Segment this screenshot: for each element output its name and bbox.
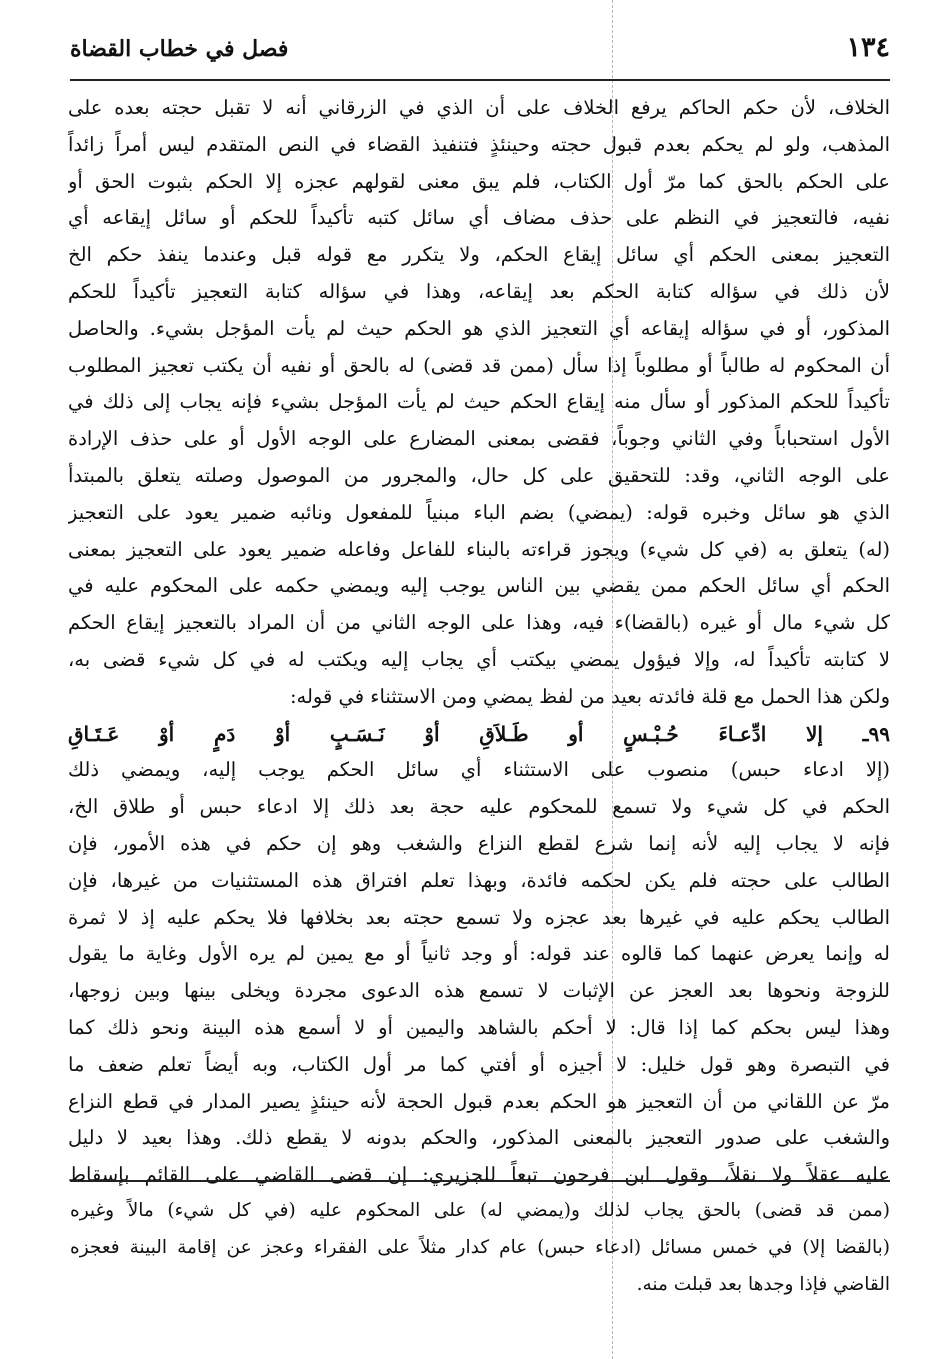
commentary-line: في التبصرة وهو قول خليل: لا أجيزه أو أفتي كما مر أول الكتاب، وبه أيضاً تعلم ضعف ما — [68, 1052, 890, 1076]
commentary-line: والشغب على صدور التعجيز بالمعنى المذكور، والحكم بدونه لا يقطع ذلك. وهذا بعيد لا دليل — [68, 1126, 890, 1150]
body-line: كل شيء مال أو غيره (بالقضا)ء فيه، وهذا على الوجه الثاني من أن المراد بالتعجيز إيقاع الحكم — [68, 611, 890, 635]
commentary-line: مرّ عن اللقاني من أن التعجيز هو الحكم بعدم قبول الحجة لأنه حينئذٍ يصير المدار في قطع النزاع — [68, 1089, 890, 1113]
footnote-line: (ممن قد قضى) بالحق يجاب لذلك و(يمضي له) على المحكوم عليه (في كل شيء) مالاً وغيره — [70, 1200, 890, 1221]
body-line: تأكيداً للحكم المذكور أو سأل منه إيقاع الحكم حيث لم يأت المؤجل بشيء فإنه يجاب إلى ذلك في — [68, 390, 890, 414]
verse-hemistich-1: إلا ادِّعـاءَ حُـبْـسٍ أو طَـلاَقِ — [479, 721, 823, 746]
commentary-line: وهذا ليس بحكم كما إذا قال: لا أحكم بالشاهد واليمين أو لا أسمع هذه البينة ونحو ذلك كما — [68, 1015, 890, 1039]
body-line: الخلاف، لأن حكم الحاكم يرفع الخلاف على أن الذي في الزرقاني أنه لا تقبل حجته بعده على — [68, 96, 890, 119]
body-line: (له) يتعلق به (في كل شيء) ويجوز قراءته بالبناء للفاعل وفاعله ضمير يعود على التعجيز بمعنى — [68, 537, 890, 561]
page-number: ١٣٤ — [846, 32, 890, 63]
body-line: المذهب، ولو لم يحكم بعدم قبول حجته وحينئذٍ فتنفيذ القضاء في النص المتقدم ليس أمراً زائداً — [68, 132, 890, 156]
commentary-line: للزوجة ونحوها بعد العجز عن الإثبات لا تسمع هذه الدعوى مجردة ويخلى بينها وبين زوجها، — [68, 979, 890, 1003]
footnote-line: القاضي فإذا وجدها بعد قبلت منه. — [636, 1274, 890, 1295]
running-title: فصل في خطاب القضاة — [70, 36, 289, 62]
header-rule — [70, 79, 890, 81]
body-line: لا كتابته تأكيداً له، وإلا فيؤول يمضي بيكتب أي يجاب إليه ويكتب له في كل شيء قضى به، — [68, 647, 890, 671]
body-line: نفيه، فالتعجيز في النظم على حذف مضاف أي سائل كتبه تأكيداً للحكم أو سائل إيقاعه أي — [68, 206, 890, 230]
body-line: التعجيز بمعنى الحكم أي سائل إيقاع الحكم، ولا يتكرر مع قوله قبل وعندما ينفذ حكم الخ — [68, 243, 890, 267]
body-line: على الوجه الثاني، وقد: للتحقيق على كل حال، والمجرور من الموصول وصلته يتعلق بالمبتدأ — [68, 463, 890, 487]
footnote-rule — [70, 1180, 890, 1182]
body-line: الأول استحباباً وفي الثاني وجوباً، فقضى بمعنى المضارع على الوجه الأول أو على حذف الإرادة — [68, 427, 890, 451]
commentary-line: الحكم في كل شيء ولا تسمع للمحكوم عليه حجة بعد ذلك إلا ادعاء حبس أو طلاق الخ، — [68, 795, 890, 819]
commentary-line: الطالب يحكم عليه في غيرها بعد عجزه ولا تسمع حجته بعد بخلافها فلا يحكم عليه إذ لا ثمرة — [68, 905, 890, 929]
body-line: المذكور، أو في سؤاله إيقاعه أي التعجيز الذي هو الحكم حيث لم يأت المؤجل بشيء. والحاصل — [68, 316, 890, 340]
body-line: على الحكم بالحق كما مرّ أول الكتاب، فلم يبق معنى لقولهم عجزه إلا الحكم بثبوت الحق أو — [68, 169, 890, 193]
body-line: الحكم أي سائل الحكم ممن يقضي بين الناس يوجب إليه ويمضي حكمه على المحكوم عليه في — [68, 574, 890, 598]
verse-line — [68, 716, 890, 753]
footnote-line: (بالقضا إلا) في خمس مسائل (ادعاء حبس) عام كدار مثلاً على الفقراء وعجز عن إقامة البينة فعجزه — [70, 1237, 890, 1258]
commentary-line: عليه عقلاً ولا نقلاً، وقول ابن فرحون تبعاً للجزيري: إن قضى القاضي على القائم بإسقاط — [68, 1163, 890, 1187]
commentary-line: الطالب على حجته فلم يكن لحكمه فائدة، وبهذا تعلم افتراق هذه المستثنيات من غيرها، فإن — [68, 868, 890, 892]
verse-number: ٩٩ — [868, 721, 890, 746]
commentary-line: (إلا ادعاء حبس) منصوب على الاستثناء أي سائل الحكم يوجب إليه، ويمضي ذلك — [68, 758, 890, 782]
body-line: الذي هو سائل وخبره قوله: (يمضي) بضم الباء مبنياً للمفعول ونائبه ضمير يعود على التعجيز — [68, 500, 890, 524]
commentary-line: له وإنما يعرض عنهما كما قالوه عند قوله: أو وجد ثانياً أو مع يمين لم يره الأول وغاية ما يقول — [68, 942, 890, 966]
footnotes — [70, 1192, 890, 1303]
verse-hemistich-2: أوْ نَـسَـبٍ أوْ دَمٍ أوْ عَـتَـاقِ — [68, 721, 440, 746]
body-line: لأن ذلك في سؤاله كتابة الحكم بعد إيقاعه، وهذا في سؤاله كتابة التعجيز تأكيداً للحكم — [68, 279, 890, 303]
page-header — [70, 30, 890, 70]
body-line: أن المحكوم له طالباً أو مطلوباً إذا سأل (ممن قد قضى) له بالحق أو نفيه أن يكتب تعجيز المطلوب — [68, 353, 890, 377]
verse-dash: ـ — [822, 721, 869, 746]
body-line: ولكن هذا الحمل مع قلة فائدته بعيد من لفظ يمضي ومن الاستثناء في قوله: — [289, 684, 890, 708]
commentary-line: فإنه لا يجاب إليه لأنه إنما شرع لقطع النزاع والشغب وهو إن حكم في هذه الأمور، فإن — [68, 831, 890, 855]
main-text — [68, 90, 890, 1194]
